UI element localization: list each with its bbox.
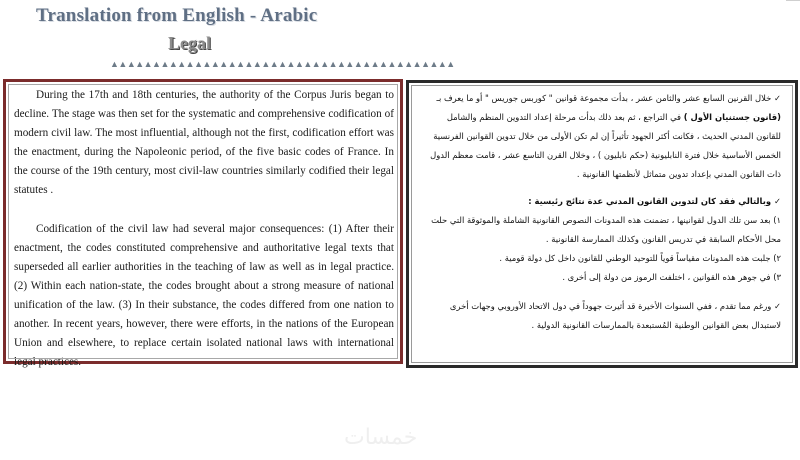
- checkmark-icon: ✓: [773, 93, 781, 103]
- arabic-text-box: [406, 80, 798, 368]
- arabic-list-item-1: ١) بعد سن تلك الدول لقوانينها ، تضمنت هذه المدونات النصوص القانونية الشاملة والموثوقة التي حلت محل الأحكام السابقة في تدريس القانون وكذلك الممارسة القانونية .: [431, 215, 781, 244]
- arabic-heading: [421, 192, 781, 211]
- arabic-heading-text: وبالتالي فقد كان لتدوين القانون المدني عدة نتائج رئيسية :: [528, 196, 774, 206]
- english-paragraph-2: Codification of the civil law had several major consequences: (1) After their enactment, the codes constituted comprehensive and authoritative legal texts that superseded all earlier authorities in the teaching of law as well as in legal practice. (2) Within each nation-state, the codes brought about a strong measure of national unification of the law. (3) In their substance, the codes differed from one nation to another. In recent years, however, there were efforts, in the nations of the European Union and elsewhere, to replace certain isolated national laws with international legal practices.: [14, 222, 394, 369]
- page-title: Translation from English - Arabic: [36, 5, 318, 26]
- arabic-text: [421, 89, 781, 335]
- arabic-paragraph-3: [421, 297, 781, 335]
- arabic-paragraph-3-text: ورغم مما تقدم ، ففي السنوات الأخيرة قد أثيرت جهوداً في دول الاتحاد الأوروبي وجهات أخرى لاستبدال بعض القوانين الوطنية المُستبعدة بالممارسات القانونية الدولية .: [449, 301, 781, 330]
- english-text-box: [3, 79, 403, 369]
- english-paragraph-1: During the 17th and 18th centuries, the authority of the Corpus Juris began to decline. The stage was then set for the systematic and comprehensive codification of modern civil law. The most influential, although not the first, codification effort was the enactment, during the Napoleonic period, of the five basic codes of France. In the course of the 19th century, most civil-law countries similarly codified their legal statutes .: [14, 89, 394, 197]
- corner-line: [786, 0, 800, 1]
- arabic-paragraph-1-start: خلال القرنين السابع عشر والثامن عشر ، بدأت مجموعة قوانين " كوربس جوريس " أو ما يعرف بـ: [436, 93, 774, 103]
- watermark-logo: خمسات: [344, 425, 418, 450]
- arabic-paragraph-1-rest: في التراجع ، ثم بعد ذلك بدأت مرحلة إعداد التدوين المنظم والشامل للقانون المدني الحديث ، فكانت أكثر الجهود تأثيراً إن لم تكن الأولى من خلال تدوين القوانين الفرنسية الخمس الأساسية خلال فترة النابليونية (حكم نابليون ) ، وخلال القرن التاسع عشر ، قامت معظم الدول ذات القانون المدني بإعداد تدوين متماثل لأنظمتها القانونية .: [430, 112, 781, 179]
- arabic-list: [421, 211, 781, 287]
- arabic-list-item-3: ٣) في جوهر هذه القوانين ، اختلفت الرموز من دولة إلى أخرى .: [562, 272, 781, 282]
- arabic-paragraph-1-bold: (قانون جستنيان الأول ): [683, 112, 781, 122]
- checkmark-icon: ✓: [773, 301, 781, 311]
- english-text: [14, 86, 394, 372]
- arabic-list-item-2: ٢) جلبت هذه المدونات مقياساً قوياً للتوحيد الوطني للقانون داخل كل دولة قومية .: [499, 253, 781, 263]
- arabic-paragraph-1: [421, 89, 781, 184]
- page-subtitle: Legal: [168, 33, 211, 53]
- ornament-divider: ▲▲▲▲▲▲▲▲▲▲▲▲▲▲▲▲▲▲▲▲▲▲▲▲▲▲▲▲▲▲▲▲▲▲▲▲▲▲▲▲▲: [110, 59, 455, 69]
- checkmark-icon: ✓: [773, 196, 781, 206]
